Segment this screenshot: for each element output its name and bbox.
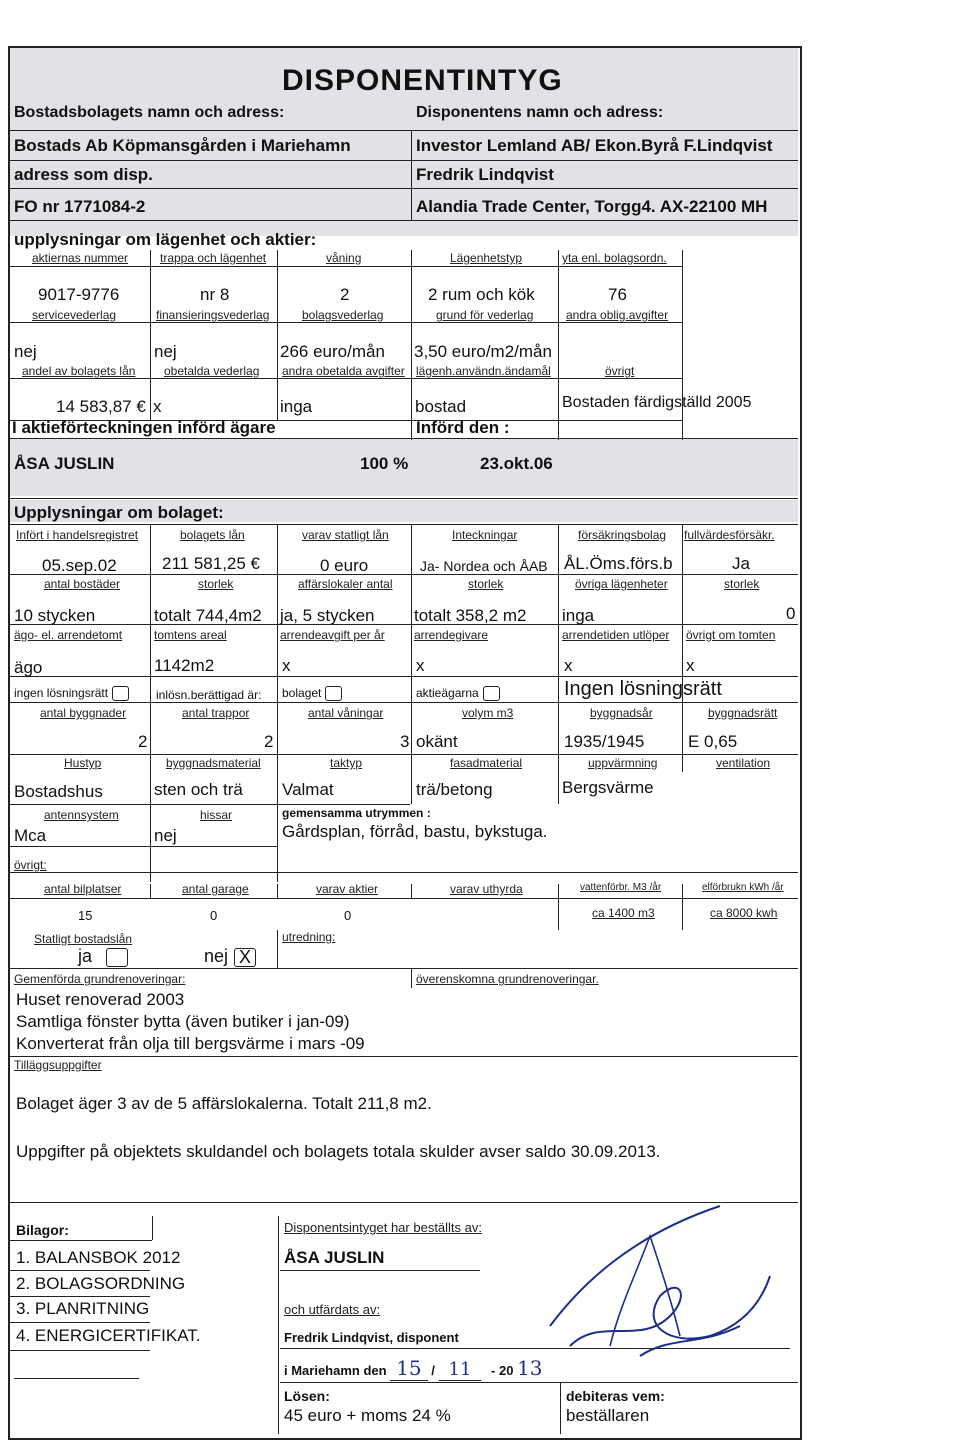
- value-roof-type: Valmat: [282, 780, 334, 799]
- no-redemption-label: ingen lösningsrätt: [14, 686, 129, 701]
- label-antenna: antennsystem: [44, 808, 119, 822]
- label-lease-expiry: arrendetiden utlöper: [562, 628, 670, 642]
- checked-x-icon: X: [239, 946, 252, 967]
- state-loan-no-checkbox[interactable]: [234, 948, 256, 967]
- label-full-insurance: fullvärdesförsäkr.: [684, 528, 775, 542]
- value-service-fee: nej: [14, 342, 37, 361]
- label-share-numbers: aktiernas nummer: [32, 251, 129, 265]
- value-electricity: ca 8000 kwh: [710, 906, 778, 920]
- value-state-loan: 0 euro: [320, 556, 369, 575]
- value-house-type: Bostadshus: [14, 782, 103, 801]
- label-mortgages: Inteckningar: [452, 528, 518, 542]
- label-parking: antal bilplatser: [44, 882, 122, 896]
- label-roof-type: taktyp: [330, 756, 363, 770]
- company-address-label: Bostadsbolagets namn och adress:: [14, 104, 285, 121]
- apartment-section-title: upplysningar om lägenhet och aktier:: [14, 230, 317, 249]
- label-facade: fasadmaterial: [450, 756, 523, 770]
- label-fee-basis: grund för vederlag: [436, 308, 534, 322]
- additional-info-line-1: Bolaget äger 3 av de 5 affärslokalerna. Totalt 211,8 m2.: [16, 1094, 432, 1113]
- fee-value: 45 euro + moms 24 %: [284, 1406, 451, 1425]
- value-plot-other: x: [686, 656, 695, 675]
- additional-info-line-2: Uppgifter på objektets skuldandel och bolagets totala skulder avser saldo 30.09.2013.: [16, 1142, 661, 1161]
- value-company-fee: 266 euro/mån: [280, 342, 385, 361]
- value-plot-area: 1142m2: [154, 656, 215, 675]
- value-lease-fee: x: [282, 656, 291, 675]
- fee-label: Lösen:: [284, 1388, 330, 1404]
- value-share-numbers: 9017-9776: [38, 285, 120, 304]
- value-floor: 2: [340, 285, 350, 304]
- label-additional-info: Tilläggsuppgifter: [14, 1058, 102, 1072]
- label-building-count: antal byggnader: [40, 706, 127, 720]
- label-volume: volym m3: [462, 706, 514, 720]
- value-usage: bostad: [415, 397, 467, 416]
- value-other-apartments: inga: [562, 606, 595, 625]
- place-date: i Mariehamn den 15 / 11 - 20 13: [284, 1356, 543, 1380]
- signature-icon: [520, 1196, 780, 1382]
- value-lease-expiry: x: [564, 656, 573, 675]
- value-company-loan: 211 581,25 €: [162, 554, 260, 573]
- registered-date-label: Införd den :: [416, 418, 510, 437]
- value-lessor: x: [416, 656, 425, 675]
- label-floor-count: antal våningar: [308, 706, 384, 720]
- state-loan-yes-checkbox[interactable]: [106, 948, 128, 967]
- value-business-count: ja, 5 stycken: [280, 606, 375, 625]
- label-plot-other: övrigt om tomten: [686, 628, 776, 642]
- label-insurer: försäkringsbolag: [578, 528, 667, 542]
- label-floor: våning: [326, 251, 362, 265]
- manager-address-label: Disponentens namn och adress:: [416, 104, 664, 121]
- label-area: yta enl. bolagsordn.: [562, 251, 667, 265]
- label-apartment-count: antal bostäder: [44, 577, 121, 591]
- shareholder-redemption-checkbox[interactable]: [483, 686, 500, 701]
- label-electricity: elförbrukn kWh /år: [702, 882, 784, 893]
- value-stair-apartment: nr 8: [200, 285, 230, 304]
- label-ordered-by: Disponentsintyget har beställts av:: [284, 1220, 482, 1235]
- value-garage-shares: 0: [344, 908, 352, 923]
- value-full-insurance: Ja: [732, 554, 750, 573]
- label-other-apartments: övriga lägenheter: [575, 577, 668, 591]
- label-plot-area: tomtens areal: [154, 628, 227, 642]
- manager-name: Fredrik Lindqvist: [416, 165, 554, 184]
- label-completed-renovations: Gemenförda grundrenoveringar:: [14, 972, 186, 986]
- label-garage-shares: varav aktier: [316, 882, 379, 896]
- label-other-fees: andra oblig.avgifter: [566, 308, 669, 322]
- label-shared-spaces: gemensamma utrymmen :: [282, 806, 431, 820]
- attachment-3: 3. PLANRITNING: [16, 1299, 150, 1318]
- owner-name: ÅSA JUSLIN: [14, 454, 115, 473]
- owner-share: 100 %: [360, 454, 409, 473]
- value-build-year: 1935/1945: [564, 732, 645, 751]
- renovation-line-1: Huset renoverad 2003: [16, 990, 185, 1009]
- value-garages: 0: [210, 908, 218, 923]
- label-unpaid-fees: obetalda vederlag: [164, 364, 260, 378]
- label-ventilation: ventilation: [716, 756, 771, 770]
- label-water: vattenförbr. M3 /år: [580, 882, 662, 893]
- state-loan-yes: ja: [78, 946, 128, 967]
- debit-label: debiteras vem:: [566, 1388, 665, 1404]
- company-name: Bostads Ab Köpmansgården i Mariehamn: [14, 136, 351, 155]
- value-building-right: E 0,65: [688, 732, 738, 751]
- page-title: DISPONENTINTYG: [282, 64, 563, 97]
- value-volume: okänt: [416, 732, 458, 751]
- value-other-unpaid: inga: [280, 397, 313, 416]
- label-stair-count: antal trappor: [182, 706, 250, 720]
- owner-label: I aktieförteckningen införd ägare: [12, 418, 276, 437]
- ordered-by-name: ÅSA JUSLIN: [284, 1248, 385, 1267]
- label-state-loan: varav statligt lån: [302, 528, 389, 542]
- label-house-type: Hustyp: [64, 756, 102, 770]
- value-shared-spaces: Gårdsplan, förråd, bastu, bykstuga.: [282, 822, 548, 841]
- value-insurer: ÅL.Öms.förs.b: [564, 554, 673, 573]
- label-apartment-size: storlek: [198, 577, 234, 591]
- label-stair-apartment: trappa och lägenhet: [160, 251, 267, 265]
- label-business-size: storlek: [468, 577, 504, 591]
- value-trade-register: 05.sep.02: [42, 556, 117, 575]
- value-mortgages: Ja- Nordea och ÅAB: [420, 558, 548, 574]
- label-lessor: arrendegivare: [414, 628, 489, 642]
- state-loan-no: nej X: [204, 946, 256, 967]
- label-investigation: utredning:: [282, 930, 336, 944]
- value-antenna: Mca: [14, 826, 47, 845]
- value-building-material: sten och trä: [154, 780, 243, 799]
- label-other-info: övrigt:: [14, 858, 47, 872]
- value-elevators: nej: [154, 826, 177, 845]
- company-id: FO nr 1771084-2: [14, 197, 146, 216]
- label-usage: lägenh.användn.ändamål: [416, 364, 551, 378]
- label-heating: uppvärmning: [588, 756, 658, 770]
- label-issued-by: och utfärdats av:: [284, 1302, 381, 1317]
- attachment-1: 1. BALANSBOK 2012: [16, 1248, 181, 1267]
- value-apartment-count: 10 stycken: [14, 606, 96, 625]
- value-facade: trä/betong: [416, 780, 493, 799]
- value-fee-basis: 3,50 euro/m2/mån: [414, 342, 552, 361]
- value-area: 76: [608, 285, 627, 304]
- value-stair-count: 2: [264, 732, 274, 751]
- label-other: övrigt: [605, 364, 635, 378]
- label-company-fee: bolagsvederlag: [302, 308, 384, 322]
- value-business-size: totalt 358,2 m2: [414, 606, 527, 625]
- value-apartment-type: 2 rum och kök: [428, 285, 535, 304]
- attachment-4: 4. ENERGICERTIFIKAT.: [16, 1326, 201, 1345]
- label-trade-register: Infört i handelsregistret: [16, 528, 139, 542]
- renovation-line-3: Konverterat från olja till bergsvärme i mars -09: [16, 1034, 365, 1053]
- issue-year: 13: [517, 1356, 543, 1380]
- issue-month: 11: [439, 1359, 482, 1381]
- issue-day: 15: [390, 1356, 427, 1381]
- value-heating: Bergsvärme: [562, 778, 654, 797]
- value-unpaid-fees: x: [153, 397, 162, 416]
- value-financing-fee: nej: [154, 342, 177, 361]
- label-agreed-renovations: överenskomna grundrenoveringar.: [416, 972, 599, 986]
- value-water: ca 1400 m3: [592, 906, 655, 920]
- manager-address: Alandia Trade Center, Torgg4. AX-22100 MH: [416, 197, 768, 216]
- label-loan-share: andel av bolagets lån: [22, 364, 136, 378]
- no-redemption-checkbox[interactable]: [112, 686, 129, 701]
- owner-date: 23.okt.06: [480, 454, 553, 473]
- value-parking: 15: [78, 908, 93, 923]
- label-apartment-type: Lägenhetstyp: [450, 251, 523, 265]
- debit-value: beställaren: [566, 1406, 650, 1425]
- label-building-material: byggnadsmaterial: [166, 756, 261, 770]
- manager-company: Investor Lemland AB/ Ekon.Byrå F.Lindqvist: [416, 136, 773, 155]
- label-build-year: byggnadsår: [590, 706, 653, 720]
- label-garages: antal garage: [182, 882, 249, 896]
- label-business-count: affärslokaler antal: [298, 577, 393, 591]
- issuer-name: Fredrik Lindqvist, disponent: [284, 1330, 459, 1345]
- value-plot-type: ägo: [14, 658, 43, 677]
- value-loan-share: 14 583,87 €: [56, 397, 146, 416]
- company-section-title: Upplysningar om bolaget:: [14, 503, 224, 522]
- renovation-line-2: Samtliga fönster bytta (även butiker i jan-09): [16, 1012, 350, 1031]
- shareholder-redemption-label: aktieägarna: [416, 686, 500, 701]
- label-building-right: byggnadsrätt: [708, 706, 778, 720]
- value-building-count: 2: [138, 732, 148, 751]
- value-other-size: 0: [786, 604, 796, 623]
- company-address: adress som disp.: [14, 165, 153, 184]
- label-elevators: hissar: [200, 808, 233, 822]
- company-redemption-checkbox[interactable]: [325, 686, 342, 701]
- label-financing-fee: finansieringsvederlag: [156, 308, 270, 322]
- value-other: Bostaden färdigställd 2005: [562, 394, 752, 411]
- company-redemption-label: bolaget: [282, 686, 342, 701]
- attachment-2: 2. BOLAGSORDNING: [16, 1274, 186, 1293]
- label-state-housing-loan: Statligt bostadslån: [34, 932, 133, 946]
- label-service-fee: servicevederlag: [32, 308, 117, 322]
- label-other-size: storlek: [724, 577, 760, 591]
- value-floor-count: 3: [400, 732, 410, 751]
- no-redemption-text: Ingen lösningsrätt: [564, 678, 722, 700]
- label-plot-type: ägo- el. arrendetomt: [14, 628, 123, 642]
- value-apartment-size: totalt 744,4m2: [154, 606, 262, 625]
- attachments-label: Bilagor:: [16, 1222, 69, 1238]
- label-rented: varav uthyrda: [450, 882, 523, 896]
- label-lease-fee: arrendeavgift per år: [280, 628, 385, 642]
- redemption-entitled-label: inlösn.berättigad är:: [156, 688, 262, 702]
- label-company-loan: bolagets lån: [180, 528, 245, 542]
- label-other-unpaid: andra obetalda avgifter: [282, 364, 405, 378]
